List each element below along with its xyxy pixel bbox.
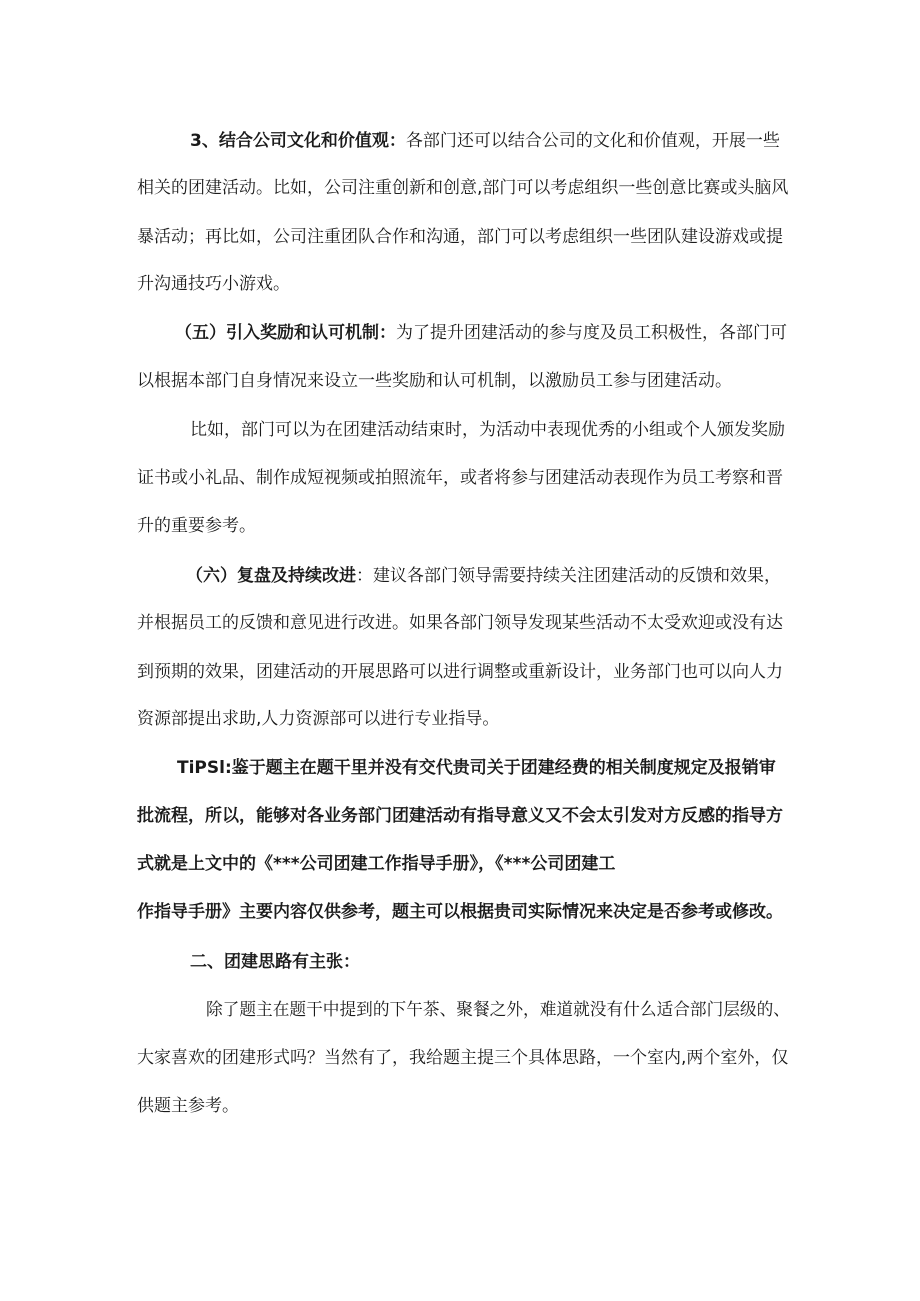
body-text: 为了提升团建活动的参与度及员工积极性，各部门可 [396,323,787,343]
paragraph-line: 比如，部门可以为在团建活动结束时，为活动中表现优秀的小组或个人颁发奖励 [190,420,785,440]
body-text: ：建议各部门领导需要持续关注团建活动的反馈和效果， [356,566,781,586]
tips-line: 作指导手册》主要内容仅供参考，题主可以根据贵司实际情况来决定是否参考或修改。 [137,902,783,922]
paragraph-line: 并根据员工的反馈和意见进行改进。如果各部门领导发现某些活动不太受欢迎或没有达 [137,613,783,633]
paragraph-line [175,321,787,345]
section-heading: （六）复盘及持续改进 [186,566,356,586]
paragraph-line [190,129,780,153]
paragraph-line [186,564,781,588]
tips-line: 式就是上文中的《***公司团建工作指导手册》，《***公司团建工 [137,854,616,874]
paragraph-line: 以根据本部门自身情况来设立一些奖励和认可机制，以激励员工参与团建活动。 [137,371,732,391]
section-heading: 二、团建思路有主张： [190,952,360,972]
tips-line: 批流程，所以，能够对各业务部门团建活动有指导意义又不会太引发对方反感的指导方 [137,806,783,826]
paragraph-line: 升的重要参考。 [137,516,256,536]
paragraph-line: 到预期的效果，团建活动的开展思路可以进行调整或重新设计，业务部门也可以向人力 [137,662,783,682]
paragraph-line: 证书或小礼品、制作成短视频或拍照流年，或者将参与团建活动表现作为员工考察和晋 [137,468,783,488]
paragraph-line: 供题主参考。 [137,1096,239,1116]
paragraph-line: 暴活动；再比如，公司注重团队合作和沟通，部门可以考虑组织一些团队建设游戏或提 [137,227,783,247]
tips-line: TiPSl:鉴于题主在题干里并没有交代贵司关于团建经费的相关制度规定及报销审 [177,758,776,778]
paragraph-line: 升沟通技巧小游戏。 [137,274,290,294]
body-text: 各部门还可以结合公司的文化和价值观，开展一些 [405,131,780,151]
paragraph-line: 相关的团建活动。比如，公司注重创新和创意,部门可以考虑组织一些创意比赛或头脑风 [137,178,789,198]
paragraph-line: 资源部提出求助,人力资源部可以进行专业指导。 [137,709,500,729]
section-heading: （五）引入奖励和认可机制： [175,323,396,343]
section-heading: 3、结合公司文化和价值观： [190,131,406,151]
paragraph-line: 大家喜欢的团建形式吗？当然有了，我给题主提三个具体思路，一个室内,两个室外，仅 [137,1048,789,1068]
paragraph-line: 除了题主在题干中提到的下午茶、聚餐之外，难道就没有什么适合部门层级的、 [206,1000,790,1020]
